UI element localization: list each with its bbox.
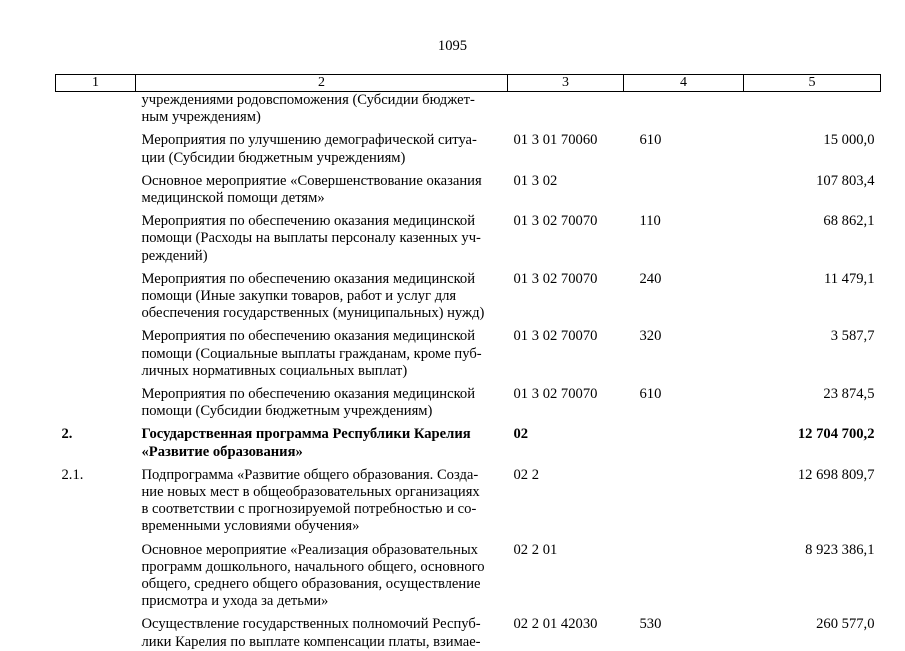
row-name-cell: Подпрограмма «Развитие общего образования. Созда- ние новых мест в общеобразовательных организациях в соответствии с прогнозируемой потребностью и со- временными условиями обучения» — [141, 466, 480, 535]
row-code-cell: 02 — [513, 426, 529, 443]
row-expense-type-cell — [624, 167, 744, 207]
row-number-cell — [56, 380, 136, 420]
row-number-cell — [56, 265, 136, 323]
row-expense-type-cell: 320 — [639, 328, 662, 345]
row-name-cell: Мероприятия по обеспечению оказания медицинской помощи (Социальные выплаты гражданам, кроме пуб- личных нормативных социальных выплат) — [141, 328, 482, 379]
row-number-cell: 2.1. — [61, 466, 84, 483]
row-number-cell — [56, 207, 136, 265]
table-body — [56, 92, 881, 651]
row-expense-type-cell — [624, 420, 744, 460]
row-amount-cell: 15 000,0 — [823, 132, 875, 149]
row-name-cell: Мероприятия по обеспечению оказания медицинской помощи (Иные закупки товаров, работ и услуг для обеспечения государственных (муниципальных) нужд) — [141, 270, 485, 322]
row-number-cell — [56, 126, 136, 166]
column-header-1: 1 — [56, 75, 136, 92]
row-expense-type-cell: 610 — [639, 132, 662, 149]
budget-table — [55, 74, 881, 651]
table-row — [56, 461, 881, 536]
row-code-cell: 02 2 01 — [513, 541, 558, 558]
row-code-cell: 02 2 — [513, 466, 540, 483]
row-expense-type-cell: 610 — [639, 386, 662, 403]
row-code-cell: 01 3 01 70060 — [513, 132, 598, 149]
table-row — [56, 265, 881, 323]
row-amount-cell: 260 577,0 — [816, 616, 875, 633]
row-code-cell: 01 3 02 70070 — [513, 270, 598, 287]
row-amount-cell: 68 862,1 — [823, 213, 875, 230]
row-expense-type-cell — [624, 92, 744, 127]
row-amount-cell: 8 923 386,1 — [805, 541, 875, 558]
column-header-4: 4 — [624, 75, 744, 92]
row-amount-cell: 12 704 700,2 — [797, 426, 875, 443]
row-name-cell: Мероприятия по улучшению демографической ситуа- ции (Субсидии бюджетным учреждениям) — [141, 132, 477, 166]
row-code-cell: 01 3 02 70070 — [513, 386, 598, 403]
table-row — [56, 167, 881, 207]
table-header-row — [56, 75, 881, 92]
row-expense-type-cell: 240 — [639, 270, 662, 287]
table-row — [56, 207, 881, 265]
row-code-cell: 01 3 02 70070 — [513, 213, 598, 230]
table-row — [56, 322, 881, 380]
row-number-cell — [56, 167, 136, 207]
row-number-cell — [56, 322, 136, 380]
row-name-cell: Основное мероприятие «Реализация образовательных программ дошкольного, начального общего, основного общего, среднего общего образования, осуществление присмотра и ухода за детьми» — [141, 541, 485, 610]
row-amount-cell: 23 874,5 — [823, 386, 875, 403]
row-name-cell: Мероприятия по обеспечению оказания медицинской помощи (Расходы на выплаты персоналу казенных уч- реждений) — [141, 213, 481, 264]
row-name-cell: Осуществление государственных полномочий Респуб- лики Карелия по выплате компенсации платы, взимае- — [141, 616, 481, 650]
row-amount-cell: 12 698 809,7 — [797, 466, 875, 483]
row-number-cell: 2. — [61, 426, 73, 443]
table-row — [56, 126, 881, 166]
row-number-cell — [56, 536, 136, 611]
row-expense-type-cell: 530 — [639, 616, 662, 633]
table-row — [56, 380, 881, 420]
row-code-cell — [508, 92, 624, 127]
column-header-3: 3 — [508, 75, 624, 92]
row-number-cell — [56, 610, 136, 650]
row-expense-type-cell — [624, 461, 744, 536]
table-row — [56, 536, 881, 611]
row-number-cell — [56, 92, 136, 127]
row-name-cell: Государственная программа Республики Карелия «Развитие образования» — [141, 426, 471, 460]
row-amount-cell: 11 479,1 — [823, 270, 875, 287]
table-row — [56, 92, 881, 127]
row-code-cell: 01 3 02 70070 — [513, 328, 598, 345]
row-expense-type-cell — [624, 536, 744, 611]
row-amount-cell — [744, 92, 881, 127]
row-code-cell: 02 2 01 42030 — [513, 616, 598, 633]
table-row — [56, 610, 881, 650]
column-header-2: 2 — [136, 75, 508, 92]
column-header-5: 5 — [744, 75, 881, 92]
row-name-cell: Основное мероприятие «Совершенствование оказания медицинской помощи детям» — [141, 172, 482, 207]
table-row — [56, 420, 881, 460]
page-number: 1095 — [437, 38, 468, 54]
row-amount-cell: 107 803,4 — [816, 172, 875, 189]
row-code-cell: 01 3 02 — [513, 172, 558, 189]
row-expense-type-cell: 110 — [639, 213, 661, 230]
row-name-cell: учреждениями родовспоможения (Субсидии бюджет- ным учреждениям) — [141, 92, 475, 126]
row-amount-cell: 3 587,7 — [830, 328, 875, 345]
row-name-cell: Мероприятия по обеспечению оказания медицинской помощи (Субсидии бюджетным учреждениям) — [141, 386, 476, 420]
